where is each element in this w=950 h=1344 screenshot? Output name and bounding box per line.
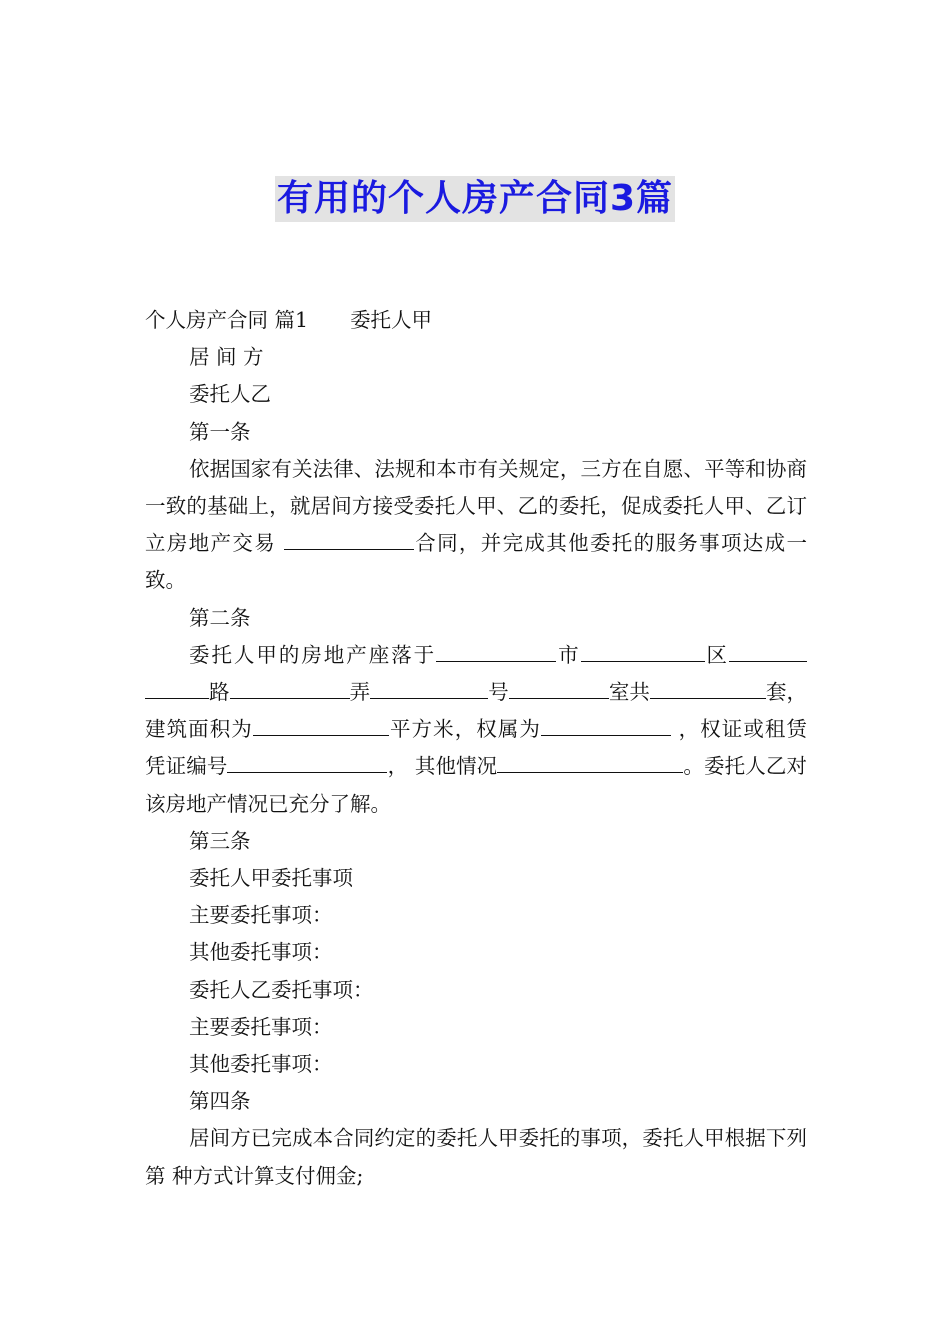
- title-block: [0, 176, 950, 222]
- article-2-heading: 第二条: [189, 605, 251, 630]
- document-title: 有用的个人房产合同3篇: [275, 176, 675, 222]
- article-1-heading: 第一条: [189, 419, 251, 444]
- party-a-main-matters: 主要委托事项：: [189, 903, 333, 928]
- article-4-paragraph: 居间方已完成本合同约定的委托人甲委托的事项，委托人甲根据下列第 种方式计算支付佣金;: [145, 1126, 807, 1188]
- article-2-text-7: 室共: [608, 680, 650, 705]
- article-2-text-10: ，权证或租赁凭证编号: [145, 717, 807, 779]
- article-2-text-11: ， 其他情况: [387, 754, 498, 779]
- article-2-text-4: 路: [209, 680, 230, 705]
- blank-line: [253, 713, 389, 736]
- blank-line: [436, 639, 556, 662]
- party-b-main-matters: 主要委托事项：: [189, 1014, 333, 1039]
- party-a-matters: 委托人甲委托事项: [189, 866, 353, 891]
- blank-line: [230, 676, 350, 699]
- party-a-other-matters: 其他委托事项：: [189, 940, 333, 965]
- article-1-text-b: 合同，并完成其他委托的服务事项达成一致。: [145, 531, 807, 593]
- party-b-matters: 委托人乙委托事项：: [189, 977, 374, 1002]
- article-2-text-12: 。: [683, 754, 705, 779]
- article-1-paragraph: [145, 451, 807, 600]
- blank-line: [145, 676, 209, 699]
- article-1-text-a: 依据国家有关法律、法规和本市有关规定，三方在自愿、平等和协商一致的基础上，就居间方接受委托人甲、乙的委托，促成委托人甲、乙订立房地产交易: [145, 456, 807, 556]
- article-2-text-8: 套，建筑面积为: [145, 680, 808, 742]
- party-b-other-matters: 其他委托事项：: [189, 1052, 333, 1077]
- article-2-text-13: 委托人乙对该房地产情况已充分了解。: [145, 754, 807, 816]
- blank-line: [497, 750, 683, 773]
- blank-line: [581, 639, 705, 662]
- blank-line: [370, 676, 488, 699]
- blank-line: [227, 750, 387, 773]
- section-heading-line: [145, 302, 807, 339]
- blank-line: [756, 676, 766, 699]
- blank-line: [541, 713, 671, 736]
- blank-line: [729, 639, 807, 662]
- article-2-text-5: 弄: [349, 680, 371, 705]
- article-2-paragraph: [145, 637, 807, 823]
- article-3-heading: 第三条: [189, 828, 251, 853]
- blank-line: [284, 527, 414, 550]
- article-2-text-1: 委托人甲的房地产座落于: [189, 642, 437, 667]
- blank-line: [650, 676, 756, 699]
- article-4-heading: 第四条: [189, 1089, 251, 1114]
- article-2-text-3: 区: [704, 642, 730, 667]
- article-2-text-2: 市: [556, 642, 581, 667]
- article-2-text-6: 号: [488, 680, 509, 705]
- broker-label: 居 间 方: [189, 345, 264, 370]
- document-body: [145, 302, 807, 1195]
- blank-line: [509, 676, 609, 699]
- party-b-label: 委托人乙: [189, 382, 271, 407]
- party-a-label: 委托人甲: [350, 308, 433, 332]
- article-2-text-9: 平方米，权属为: [388, 717, 542, 742]
- section-heading: 个人房产合同 篇1: [145, 308, 309, 332]
